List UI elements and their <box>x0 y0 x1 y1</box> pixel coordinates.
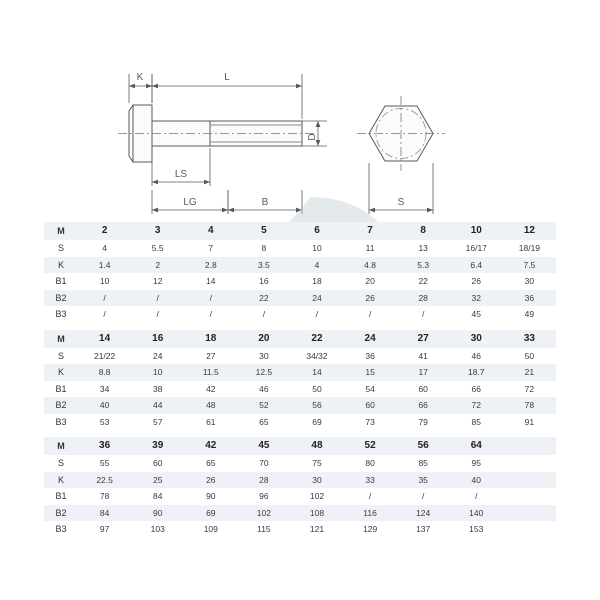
dimension-ls <box>152 148 210 186</box>
table-cell: 10 <box>78 273 131 290</box>
header-cell: M <box>44 222 78 240</box>
table-header-row <box>44 222 556 240</box>
table-cell: 7 <box>184 240 237 257</box>
table-cell: 40 <box>78 397 131 414</box>
bolt-technical-drawing <box>0 0 600 230</box>
table-cell: 25 <box>131 472 184 489</box>
table-cell <box>503 505 556 522</box>
table-cell: 78 <box>78 488 131 505</box>
table-cell: / <box>290 306 343 323</box>
table-cell: 115 <box>237 521 290 538</box>
table-cell: 14 <box>290 364 343 381</box>
dimension-lg <box>152 190 228 214</box>
table-cell: / <box>184 306 237 323</box>
table-cell: 21 <box>503 364 556 381</box>
row-label: S <box>44 240 78 257</box>
dimension-label-b: B <box>261 197 269 208</box>
header-cell: 8 <box>397 222 450 240</box>
table-cell: 16/17 <box>450 240 503 257</box>
table-row <box>44 455 556 472</box>
table-cell: 7.5 <box>503 257 556 274</box>
table-cell: 33 <box>344 472 397 489</box>
table-cell: 18 <box>290 273 343 290</box>
row-label: K <box>44 257 78 274</box>
table-cell: 24 <box>290 290 343 307</box>
header-cell: 2 <box>78 222 131 240</box>
table-header-row <box>44 330 556 348</box>
table-cell: 14 <box>184 273 237 290</box>
table-cell: 44 <box>131 397 184 414</box>
table-cell: 5.3 <box>397 257 450 274</box>
table-cell: 12 <box>131 273 184 290</box>
table-cell: 34/32 <box>290 348 343 365</box>
table-cell: 75 <box>290 455 343 472</box>
table-cell: 46 <box>450 348 503 365</box>
row-label: B1 <box>44 381 78 398</box>
header-cell: M <box>44 437 78 455</box>
dimension-k <box>129 72 152 103</box>
table-cell: 53 <box>78 414 131 431</box>
table-cell: 66 <box>397 397 450 414</box>
header-cell: 22 <box>290 330 343 348</box>
header-cell: 36 <box>78 437 131 455</box>
table-block-gap <box>44 323 556 330</box>
table-header-row <box>44 437 556 455</box>
table-cell: 28 <box>237 472 290 489</box>
dimension-label-ls: LS <box>174 169 188 180</box>
dimension-label-s: S <box>397 197 405 208</box>
table-cell: 11.5 <box>184 364 237 381</box>
table-cell: 4 <box>290 257 343 274</box>
header-cell: 33 <box>503 330 556 348</box>
table-cell: 11 <box>344 240 397 257</box>
header-cell: 10 <box>450 222 503 240</box>
table-cell: 97 <box>78 521 131 538</box>
table-cell: / <box>344 488 397 505</box>
table-cell: 72 <box>503 381 556 398</box>
header-cell: 18 <box>184 330 237 348</box>
header-cell: M <box>44 330 78 348</box>
table-cell: 17 <box>397 364 450 381</box>
table-cell: 40 <box>450 472 503 489</box>
table-cell: 54 <box>344 381 397 398</box>
table-cell <box>503 521 556 538</box>
row-label: B2 <box>44 505 78 522</box>
header-cell: 7 <box>344 222 397 240</box>
specification-table <box>44 222 556 538</box>
table-cell: 50 <box>503 348 556 365</box>
table-cell: / <box>450 488 503 505</box>
header-cell: 24 <box>344 330 397 348</box>
row-label: B2 <box>44 290 78 307</box>
table-cell: 18.7 <box>450 364 503 381</box>
header-cell <box>503 437 556 455</box>
bolt-dimension-table <box>44 222 556 538</box>
table-cell: 72 <box>450 397 503 414</box>
dimension-label-k: K <box>136 72 144 83</box>
table-cell: 69 <box>290 414 343 431</box>
table-cell: 65 <box>184 455 237 472</box>
header-cell: 20 <box>237 330 290 348</box>
table-cell: 22.5 <box>78 472 131 489</box>
table-cell: 1.4 <box>78 257 131 274</box>
table-cell: 20 <box>344 273 397 290</box>
table-row <box>44 505 556 522</box>
row-label: B3 <box>44 521 78 538</box>
table-cell: 102 <box>237 505 290 522</box>
table-cell: 91 <box>503 414 556 431</box>
table-cell: 56 <box>290 397 343 414</box>
table-cell: 30 <box>237 348 290 365</box>
table-cell: 60 <box>397 381 450 398</box>
table-cell: 60 <box>131 455 184 472</box>
table-cell: / <box>397 488 450 505</box>
table-cell: / <box>78 306 131 323</box>
header-cell: 42 <box>184 437 237 455</box>
table-cell: 10 <box>290 240 343 257</box>
row-label: K <box>44 364 78 381</box>
dimension-b <box>228 190 302 214</box>
table-cell: 8.8 <box>78 364 131 381</box>
table-cell: 90 <box>131 505 184 522</box>
table-cell: 102 <box>290 488 343 505</box>
table-cell: 129 <box>344 521 397 538</box>
table-cell: 96 <box>237 488 290 505</box>
table-cell: 6.4 <box>450 257 503 274</box>
table-cell: 103 <box>131 521 184 538</box>
header-cell: 27 <box>397 330 450 348</box>
table-cell: 4.8 <box>344 257 397 274</box>
table-cell: 73 <box>344 414 397 431</box>
table-cell: 65 <box>237 414 290 431</box>
table-cell: 35 <box>397 472 450 489</box>
header-cell: 5 <box>237 222 290 240</box>
table-cell: / <box>78 290 131 307</box>
table-cell <box>503 488 556 505</box>
table-row <box>44 381 556 398</box>
dimension-label-lg: LG <box>183 197 197 208</box>
table-cell: / <box>184 290 237 307</box>
table-cell: 78 <box>503 397 556 414</box>
table-row <box>44 397 556 414</box>
table-cell: 15 <box>344 364 397 381</box>
table-cell: 85 <box>450 414 503 431</box>
table-row <box>44 290 556 307</box>
table-cell: 16 <box>237 273 290 290</box>
row-label: B2 <box>44 397 78 414</box>
header-cell: 12 <box>503 222 556 240</box>
table-cell: 66 <box>450 381 503 398</box>
table-cell: 84 <box>131 488 184 505</box>
dimension-label-d: D <box>307 133 318 141</box>
table-cell: 18/19 <box>503 240 556 257</box>
table-row <box>44 521 556 538</box>
table-cell: 108 <box>290 505 343 522</box>
table-cell: 55 <box>78 455 131 472</box>
table-row <box>44 472 556 489</box>
row-label: B3 <box>44 414 78 431</box>
table-cell <box>503 455 556 472</box>
table-cell: / <box>131 290 184 307</box>
table-cell: 116 <box>344 505 397 522</box>
header-cell: 45 <box>237 437 290 455</box>
table-cell: 137 <box>397 521 450 538</box>
table-cell: 4 <box>78 240 131 257</box>
table-cell: 28 <box>397 290 450 307</box>
dimension-label-l: L <box>224 72 230 83</box>
table-cell: 21/22 <box>78 348 131 365</box>
table-cell: 50 <box>290 381 343 398</box>
table-cell: / <box>344 306 397 323</box>
table-cell: 38 <box>131 381 184 398</box>
table-cell: 48 <box>184 397 237 414</box>
table-cell: 26 <box>184 472 237 489</box>
table-cell: 22 <box>397 273 450 290</box>
table-cell: 36 <box>344 348 397 365</box>
table-cell: / <box>237 306 290 323</box>
table-cell: 90 <box>184 488 237 505</box>
table-block-gap <box>44 430 556 437</box>
row-label: K <box>44 472 78 489</box>
header-cell: 3 <box>131 222 184 240</box>
table-cell: 95 <box>450 455 503 472</box>
row-label: B3 <box>44 306 78 323</box>
table-cell: 153 <box>450 521 503 538</box>
table-cell: 61 <box>184 414 237 431</box>
table-cell: 10 <box>131 364 184 381</box>
header-cell: 14 <box>78 330 131 348</box>
table-cell: 79 <box>397 414 450 431</box>
table-cell: 22 <box>237 290 290 307</box>
header-cell: 48 <box>290 437 343 455</box>
table-cell: 32 <box>450 290 503 307</box>
header-cell: 6 <box>290 222 343 240</box>
table-cell: / <box>131 306 184 323</box>
table-cell: 26 <box>344 290 397 307</box>
table-cell: 36 <box>503 290 556 307</box>
table-cell: 42 <box>184 381 237 398</box>
table-cell: 12.5 <box>237 364 290 381</box>
table-cell: 41 <box>397 348 450 365</box>
header-cell: 64 <box>450 437 503 455</box>
table-cell: / <box>397 306 450 323</box>
table-cell: 30 <box>503 273 556 290</box>
table-cell: 124 <box>397 505 450 522</box>
row-label: B1 <box>44 273 78 290</box>
header-cell: 56 <box>397 437 450 455</box>
table-cell: 2.8 <box>184 257 237 274</box>
table-cell <box>503 472 556 489</box>
table-row <box>44 488 556 505</box>
table-row <box>44 257 556 274</box>
table-cell: 8 <box>237 240 290 257</box>
table-row <box>44 414 556 431</box>
table-cell: 70 <box>237 455 290 472</box>
table-cell: 80 <box>344 455 397 472</box>
table-cell: 45 <box>450 306 503 323</box>
row-label: S <box>44 348 78 365</box>
table-cell: 34 <box>78 381 131 398</box>
table-cell: 2 <box>131 257 184 274</box>
table-cell: 49 <box>503 306 556 323</box>
header-cell: 4 <box>184 222 237 240</box>
table-row <box>44 306 556 323</box>
table-row <box>44 364 556 381</box>
table-cell: 109 <box>184 521 237 538</box>
table-cell: 26 <box>450 273 503 290</box>
table-row <box>44 240 556 257</box>
header-cell: 52 <box>344 437 397 455</box>
table-cell: 5.5 <box>131 240 184 257</box>
table-cell: 46 <box>237 381 290 398</box>
table-cell: 140 <box>450 505 503 522</box>
table-cell: 69 <box>184 505 237 522</box>
header-cell: 30 <box>450 330 503 348</box>
table-cell: 121 <box>290 521 343 538</box>
row-label: S <box>44 455 78 472</box>
table-cell: 57 <box>131 414 184 431</box>
table-cell: 27 <box>184 348 237 365</box>
header-cell: 39 <box>131 437 184 455</box>
table-cell: 3.5 <box>237 257 290 274</box>
dimension-l <box>152 72 302 119</box>
table-cell: 60 <box>344 397 397 414</box>
row-label: B1 <box>44 488 78 505</box>
table-cell: 52 <box>237 397 290 414</box>
table-cell: 84 <box>78 505 131 522</box>
header-cell: 16 <box>131 330 184 348</box>
table-cell: 85 <box>397 455 450 472</box>
table-cell: 13 <box>397 240 450 257</box>
table-row <box>44 348 556 365</box>
table-row <box>44 273 556 290</box>
table-cell: 30 <box>290 472 343 489</box>
table-cell: 24 <box>131 348 184 365</box>
